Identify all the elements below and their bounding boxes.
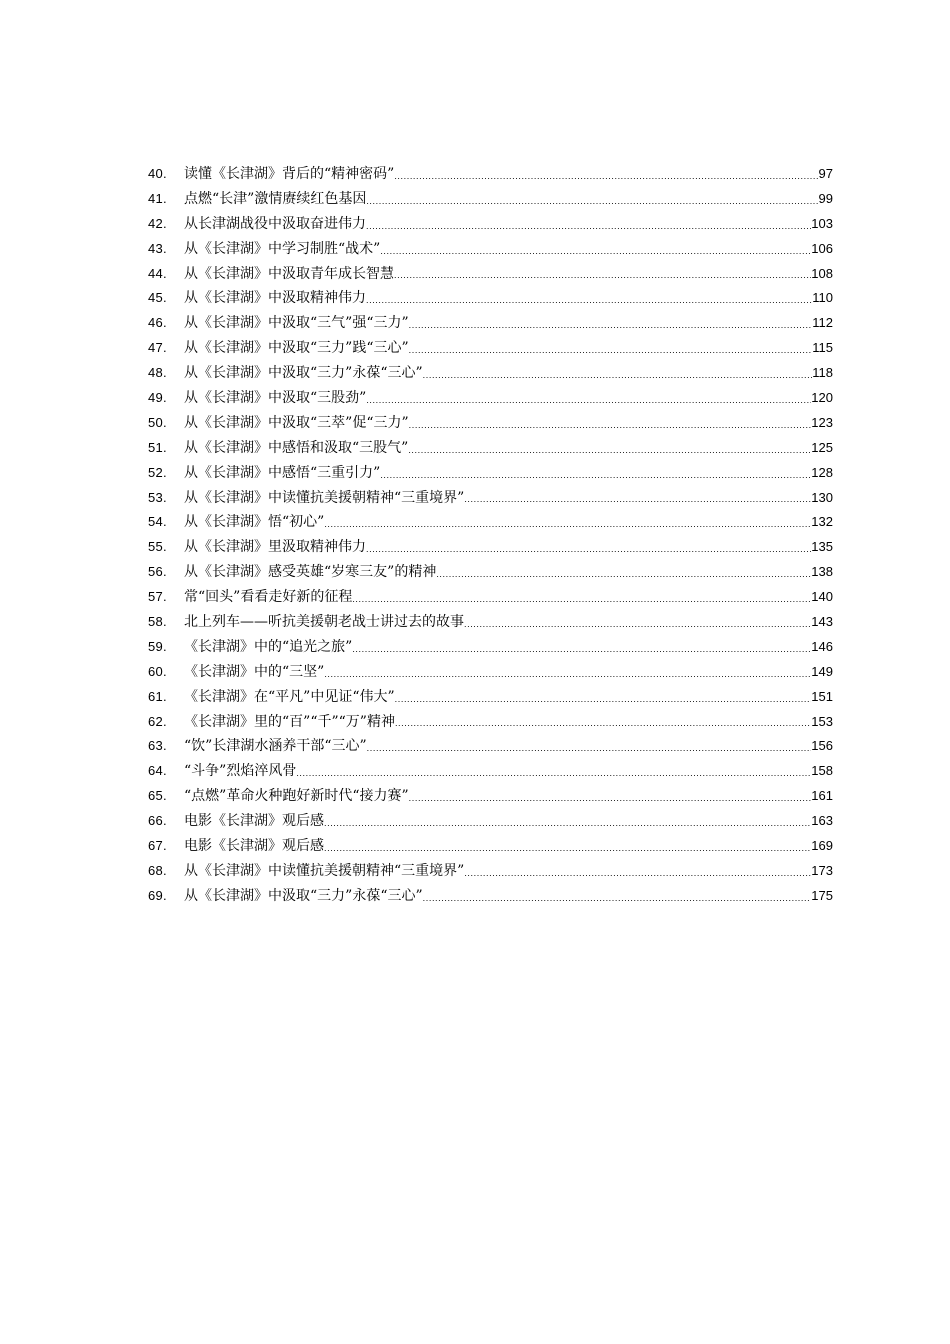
toc-entry-title[interactable]: 电影《长津湖》观后感 [184, 838, 324, 855]
toc-entry-title[interactable]: 读懂《长津湖》背后的“精神密码” [184, 165, 395, 182]
toc-entry-title[interactable]: “斗争”烈焰淬风骨 [184, 763, 297, 780]
toc-entry-number: 46. [148, 315, 167, 331]
dot-leader [464, 862, 811, 884]
toc-entry-page-number: 120 [811, 390, 833, 405]
toc-entry-title[interactable]: 从《长津湖》中汲取“三力”永葆“三心” [184, 365, 423, 382]
toc-entry-title[interactable]: 从《长津湖》中感悟和汲取“三股气” [184, 439, 409, 456]
toc-entry[interactable] [148, 585, 833, 610]
dot-leader [324, 812, 811, 834]
toc-entry[interactable] [148, 237, 833, 262]
dot-leader [408, 439, 811, 461]
toc-entry-title[interactable]: 从《长津湖》悟“初心” [184, 514, 325, 531]
toc-entry-page-number: 156 [811, 738, 833, 754]
toc-entry-number: 60. [148, 663, 167, 679]
dot-leader [464, 613, 811, 635]
toc-entry-title[interactable]: 从《长津湖》中汲取“三气”强“三力” [184, 315, 409, 332]
toc-entry-page-number: 146 [811, 638, 833, 654]
toc-entry-title[interactable]: “点燃”革命火种跑好新时代“接力赛” [184, 788, 409, 805]
toc-entry-title[interactable]: 电影《长津湖》观后感 [184, 813, 324, 830]
toc-entry-page-number: 143 [811, 614, 833, 630]
toc-entry-number: 68. [148, 862, 167, 878]
toc-entry-number: 62. [148, 713, 167, 729]
toc-entry[interactable] [148, 461, 833, 486]
toc-entry[interactable] [148, 162, 833, 187]
toc-entry-page-number: 115 [812, 340, 833, 356]
toc-entry-number: 63. [148, 738, 167, 754]
toc-entry-number: 64. [148, 763, 167, 779]
toc-entry-page-number: 175 [811, 887, 833, 903]
toc-entry-title[interactable]: 从长津湖战役中汲取奋进伟力 [184, 215, 366, 232]
toc-entry-number: 66. [148, 813, 167, 829]
dot-leader [395, 688, 812, 710]
toc-entry-number: 67. [148, 838, 167, 854]
dot-leader [395, 712, 811, 734]
dot-leader [409, 787, 812, 809]
toc-entry-number: 42. [148, 215, 167, 231]
toc-entry[interactable] [148, 660, 833, 685]
dot-leader [352, 638, 811, 660]
dot-leader [366, 389, 811, 411]
toc-entry-number: 54. [148, 514, 167, 530]
toc-entry[interactable] [148, 809, 833, 834]
toc-entry-title[interactable]: 点燃“长津”激情赓续红色基因 [184, 190, 367, 207]
toc-entry-page-number: 163 [811, 813, 833, 829]
toc-entry-title[interactable]: 《长津湖》里的“百”“千”“万”精神 [184, 713, 395, 730]
toc-entry[interactable] [148, 710, 833, 735]
toc-entry[interactable] [148, 286, 833, 311]
toc-entry-title[interactable]: 从《长津湖》感受英雄“岁寒三友”的精神 [184, 564, 437, 581]
toc-entry-title[interactable]: 从《长津湖》中感悟“三重引力” [184, 464, 381, 481]
toc-entry[interactable] [148, 486, 833, 511]
toc-entry-page-number: 108 [811, 265, 833, 281]
toc-entry-number: 45. [148, 290, 167, 306]
toc-entry[interactable] [148, 635, 833, 660]
toc-entry[interactable] [148, 262, 833, 287]
toc-entry[interactable] [148, 361, 833, 386]
dot-leader [394, 264, 811, 286]
toc-entry[interactable] [148, 535, 833, 560]
toc-entry-title[interactable]: 《长津湖》在“平凡”中见证“伟大” [184, 688, 395, 705]
toc-entry-page-number: 99 [818, 190, 833, 206]
toc-entry-number: 53. [148, 489, 167, 505]
dot-leader [367, 737, 812, 759]
toc-entry-number: 50. [148, 414, 167, 430]
dot-leader [366, 289, 812, 311]
dot-leader [366, 190, 818, 212]
toc-entry-page-number: 158 [811, 763, 833, 779]
toc-entry-number: 48. [148, 365, 167, 381]
toc-entry-page-number: 169 [811, 838, 833, 854]
dot-leader [380, 464, 811, 486]
toc-entry-page-number: 149 [811, 663, 833, 679]
toc-entry-number: 40. [148, 165, 167, 181]
dot-leader [423, 887, 812, 909]
toc-entry-page-number: 97 [818, 165, 833, 181]
toc-entry[interactable] [148, 386, 833, 411]
toc-entry-number: 59. [148, 638, 167, 654]
toc-entry[interactable] [148, 311, 833, 336]
toc-entry-page-number: 106 [811, 240, 833, 256]
toc-entry-title[interactable]: 从《长津湖》中读懂抗美援朝精神“三重境界” [184, 862, 465, 879]
toc-entry-page-number: 125 [811, 439, 833, 455]
dot-leader [464, 488, 811, 510]
dot-leader [409, 314, 813, 336]
toc-entry[interactable] [148, 560, 833, 585]
toc-entry[interactable] [148, 610, 833, 635]
toc-entry-title[interactable]: 常“回头”看看走好新的征程 [184, 589, 353, 606]
toc-entry-page-number: 132 [811, 514, 833, 530]
toc-entry[interactable] [148, 759, 833, 784]
toc-entry-page-number: 130 [811, 489, 833, 505]
dot-leader [436, 563, 811, 585]
dot-leader [409, 339, 813, 361]
toc-entry-number: 41. [148, 190, 167, 206]
toc-entry[interactable] [148, 436, 833, 461]
toc-entry-title[interactable]: 从《长津湖》中汲取“三股劲” [184, 390, 367, 406]
toc-entry[interactable] [148, 212, 833, 237]
toc-entry[interactable] [148, 510, 833, 535]
toc-entry-page-number: 151 [811, 688, 833, 704]
toc-entry-title[interactable]: 北上列车——听抗美援朝老战士讲过去的故事 [184, 614, 464, 631]
toc-entry-number: 61. [148, 688, 167, 704]
toc-entry-title[interactable]: 从《长津湖》中学习制胜“战术” [184, 240, 381, 257]
toc-entry-number: 52. [148, 464, 167, 480]
dot-leader [324, 513, 811, 535]
toc-entry-title[interactable]: 《长津湖》中的“三坚” [184, 663, 325, 680]
toc-entry-title[interactable]: 从《长津湖》中汲取“三萃”促“三力” [184, 414, 409, 431]
dot-leader [394, 165, 818, 187]
toc-entry-number: 51. [148, 439, 167, 455]
toc-entry-title[interactable]: 从《长津湖》中汲取精神伟力 [184, 290, 366, 307]
toc-entry[interactable] [148, 884, 833, 909]
toc-entry-page-number: 123 [811, 414, 833, 430]
dot-leader [324, 837, 811, 859]
toc-entry-title[interactable]: 从《长津湖》里汲取精神伟力 [184, 539, 366, 556]
table-of-contents [148, 162, 833, 909]
dot-leader [352, 588, 811, 610]
toc-entry-number: 56. [148, 564, 167, 580]
toc-entry[interactable] [148, 859, 833, 884]
dot-leader [296, 762, 811, 784]
toc-entry[interactable] [148, 336, 833, 361]
dot-leader [409, 414, 812, 436]
toc-entry-page-number: 138 [811, 564, 833, 580]
toc-entry-title[interactable]: 从《长津湖》中汲取青年成长智慧 [184, 265, 394, 282]
toc-entry-number: 65. [148, 788, 167, 804]
toc-entry-page-number: 173 [811, 862, 833, 878]
toc-entry-number: 47. [148, 340, 167, 356]
toc-entry-title[interactable]: 《长津湖》中的“追光之旅” [184, 638, 353, 655]
toc-entry[interactable] [148, 685, 833, 710]
dot-leader [380, 240, 811, 262]
toc-entry-page-number: 118 [812, 365, 833, 381]
toc-entry[interactable] [148, 834, 833, 859]
toc-entry-number: 49. [148, 390, 167, 405]
toc-entry-number: 43. [148, 240, 167, 256]
toc-entry-page-number: 140 [811, 589, 833, 605]
toc-entry-page-number: 135 [811, 539, 833, 555]
toc-entry-page-number: 112 [812, 315, 833, 331]
toc-entry-number: 58. [148, 614, 167, 630]
toc-entry[interactable] [148, 734, 833, 759]
toc-entry[interactable] [148, 784, 833, 809]
toc-entry-title[interactable]: 从《长津湖》中汲取“三力”践“三心” [184, 340, 409, 357]
toc-entry-title[interactable]: “饮”长津湖水涵养干部“三心” [184, 738, 367, 755]
toc-entry[interactable] [148, 187, 833, 212]
dot-leader [423, 364, 813, 386]
toc-entry-number: 55. [148, 539, 167, 555]
dot-leader [324, 663, 811, 685]
toc-entry-number: 57. [148, 589, 167, 605]
toc-entry-title[interactable]: 从《长津湖》中读懂抗美援朝精神“三重境界” [184, 489, 465, 506]
toc-entry-page-number: 110 [812, 290, 833, 306]
toc-entry-number: 69. [148, 887, 167, 903]
toc-entry-page-number: 161 [811, 788, 833, 804]
toc-entry-page-number: 103 [811, 215, 833, 231]
toc-entry-number: 44. [148, 265, 167, 281]
toc-entry[interactable] [148, 411, 833, 436]
toc-entry-page-number: 153 [811, 713, 833, 729]
dot-leader [366, 215, 811, 237]
toc-entry-title[interactable]: 从《长津湖》中汲取“三力”永葆“三心” [184, 887, 423, 904]
dot-leader [366, 538, 811, 560]
toc-entry-page-number: 128 [811, 464, 833, 480]
